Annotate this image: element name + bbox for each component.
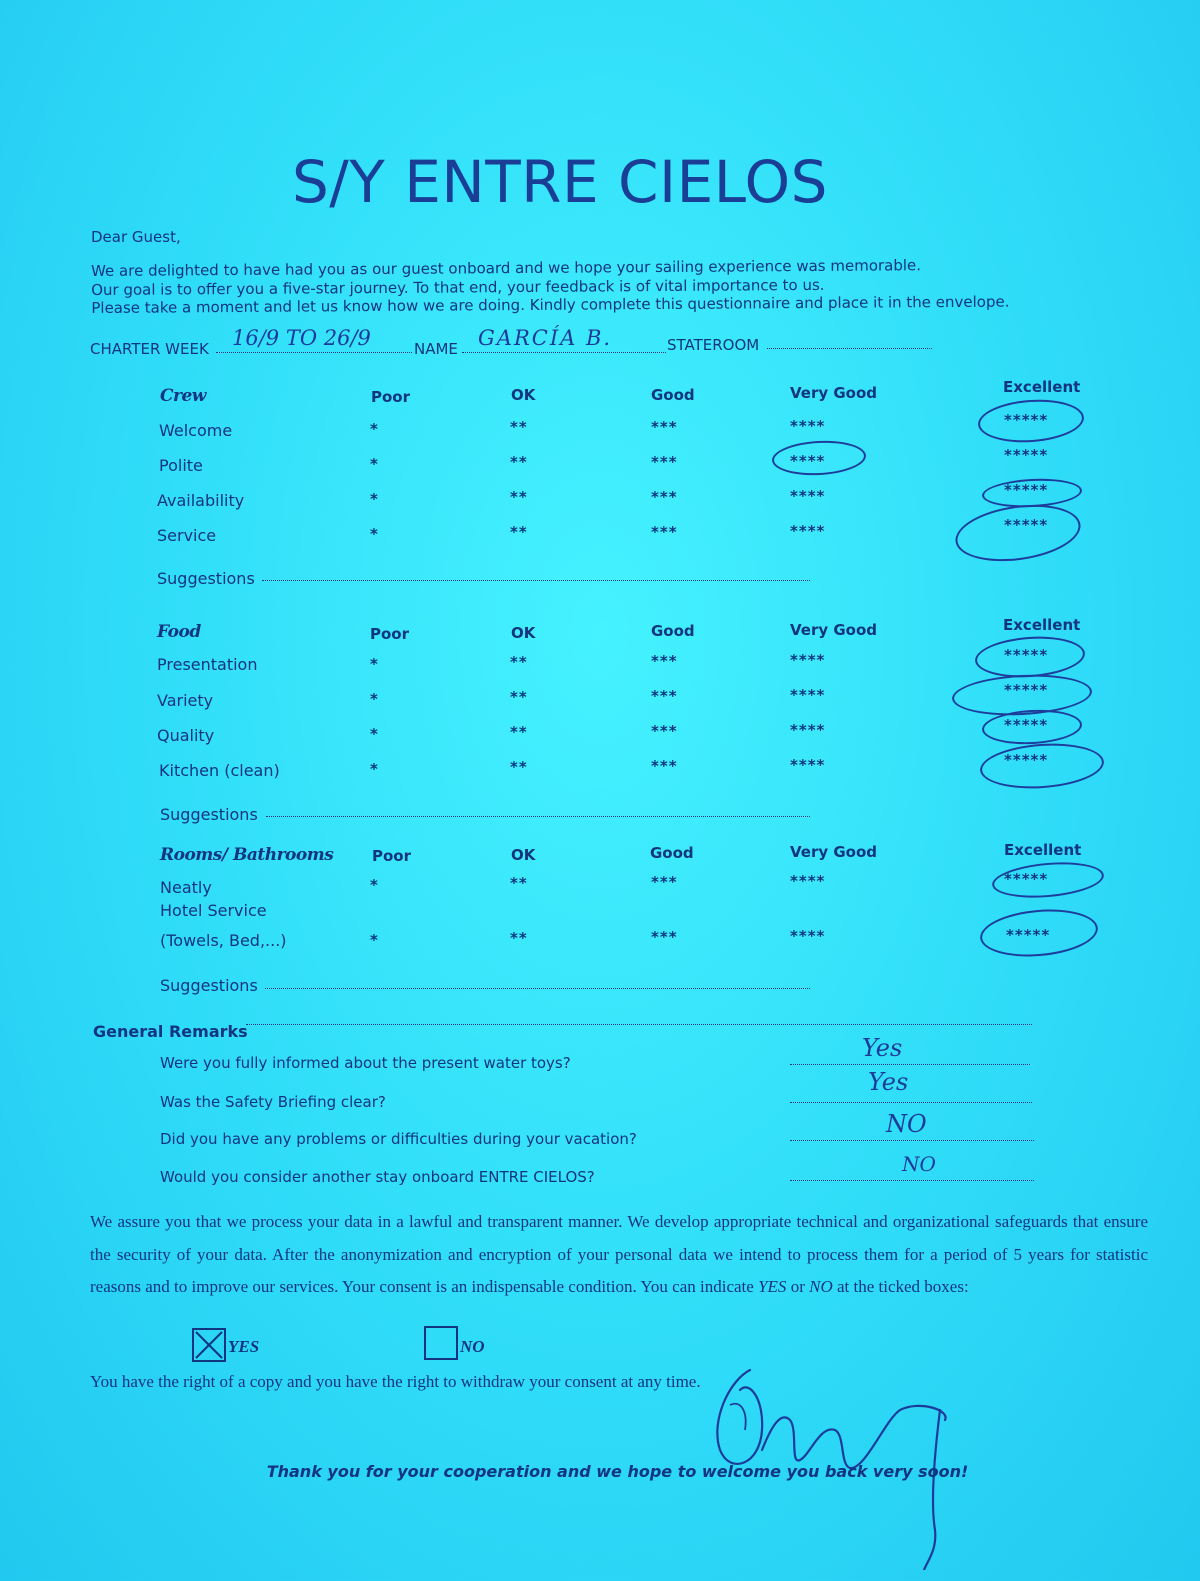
intro-text — [91, 255, 1091, 317]
crew-availability-rating-3[interactable]: *** — [651, 488, 678, 506]
crew-polite-rating-1[interactable]: * — [370, 455, 379, 473]
food-kitchen-rating-3[interactable]: *** — [651, 757, 678, 775]
rooms-hotel-service-label: Hotel Service — [160, 901, 267, 920]
remark-answer[interactable]: NO — [902, 1152, 936, 1176]
food-suggestions-field[interactable] — [266, 806, 810, 817]
stateroom-field[interactable] — [767, 348, 932, 349]
consent-yes-label: YES — [228, 1337, 260, 1356]
remark-question: Was the Safety Briefing clear? — [160, 1093, 386, 1111]
privacy-text-end: at the ticked boxes: — [836, 1277, 969, 1296]
food-variety-label: Variety — [157, 691, 214, 710]
remark-answer[interactable]: NO — [886, 1110, 927, 1138]
crew-availability-rating-5[interactable]: ***** — [1004, 481, 1049, 499]
consent-yes-checkbox[interactable] — [192, 1328, 226, 1362]
col-poor: Poor — [371, 388, 411, 406]
food-kitchen-rating-2[interactable]: ** — [510, 758, 528, 776]
crew-polite-rating-4[interactable]: **** — [790, 452, 826, 470]
selection-circle — [771, 439, 867, 478]
intro-line: Please take a moment and let us know how we are doing. Kindly complete this questionnaire and place it in the envelope. — [91, 292, 1010, 317]
col-excellent: Excellent — [1003, 378, 1081, 396]
page-title: S/Y ENTRE CIELOS — [291, 148, 829, 216]
privacy-text: We assure you that we process your data in a lawful and transparent manner. We develop appropriate technical and organizational safeguards that ensure the security of your data. After the anonymization and encryption of your personal data we intend to process them for a period of 5 years for statistic reasons and to improve our services. Your consent is an indispensable condition. You can indicate — [90, 1212, 1148, 1296]
food-quality-rating-5[interactable]: ***** — [1004, 716, 1049, 734]
remark-answer-line — [790, 1140, 1034, 1141]
selection-circle — [979, 740, 1106, 793]
section-title-rooms: Rooms/ Bathrooms — [160, 845, 334, 865]
crew-service-rating-3[interactable]: *** — [651, 523, 678, 541]
privacy-or-word: or — [790, 1277, 805, 1296]
col-good: Good — [651, 622, 695, 640]
food-suggestions-label: Suggestions — [160, 805, 258, 824]
food-variety-rating-5[interactable]: ***** — [1004, 681, 1049, 699]
selection-circle — [978, 905, 1100, 961]
crew-availability-label: Availability — [157, 491, 245, 510]
food-presentation-rating-3[interactable]: *** — [651, 652, 678, 670]
privacy-no-word: NO — [809, 1277, 833, 1296]
check-x-icon — [194, 1330, 224, 1360]
remark-question: Would you consider another stay onboard ENTRE CIELOS? — [160, 1168, 595, 1186]
food-quality-rating-2[interactable]: ** — [510, 723, 528, 741]
col-very-good: Very Good — [790, 843, 878, 861]
charter-week-line — [216, 352, 412, 353]
crew-welcome-rating-5[interactable]: ***** — [1004, 411, 1049, 429]
general-remarks-field[interactable] — [246, 1024, 1032, 1025]
crew-welcome-label: Welcome — [159, 421, 233, 440]
col-ok: OK — [511, 386, 536, 404]
name-label: NAME — [414, 340, 458, 358]
food-presentation-rating-2[interactable]: ** — [510, 653, 528, 671]
food-kitchen-label: Kitchen (clean) — [159, 761, 280, 780]
crew-polite-rating-5[interactable]: ***** — [1004, 446, 1049, 464]
remark-question: Did you have any problems or difficulties during your vacation? — [160, 1130, 637, 1148]
food-variety-rating-3[interactable]: *** — [651, 687, 678, 705]
crew-polite-rating-3[interactable]: *** — [651, 453, 678, 471]
crew-suggestions-label: Suggestions — [157, 569, 255, 588]
remark-answer-line — [790, 1102, 1032, 1103]
crew-service-label: Service — [157, 526, 217, 545]
food-presentation-rating-4[interactable]: **** — [790, 651, 826, 669]
remark-answer[interactable]: Yes — [868, 1068, 909, 1096]
name-line — [462, 352, 666, 353]
crew-polite-label: Polite — [159, 456, 203, 475]
crew-suggestions-field[interactable] — [262, 570, 810, 581]
food-quality-rating-4[interactable]: **** — [790, 721, 826, 739]
crew-welcome-rating-1[interactable]: * — [370, 420, 379, 438]
rooms-hotel-rating-5[interactable]: ***** — [1006, 926, 1051, 944]
col-poor: Poor — [372, 847, 412, 865]
rooms-neatly-label: Neatly — [160, 878, 212, 897]
col-ok: OK — [511, 624, 536, 642]
rooms-hotel-rating-4[interactable]: **** — [790, 927, 826, 945]
crew-service-rating-5[interactable]: ***** — [1004, 516, 1049, 534]
stateroom-label: STATEROOM — [667, 336, 760, 354]
food-kitchen-rating-4[interactable]: **** — [790, 756, 826, 774]
food-kitchen-rating-1[interactable]: * — [370, 760, 379, 778]
rooms-neatly-rating-5[interactable]: ***** — [1004, 870, 1049, 888]
privacy-paragraph — [90, 1206, 1148, 1304]
intro-line: Our goal is to offer you a five-star journey. To that end, your feedback is of vital importance to us. — [91, 275, 825, 299]
food-presentation-label: Presentation — [157, 655, 258, 674]
selection-circle — [974, 633, 1087, 681]
crew-service-rating-1[interactable]: * — [370, 525, 379, 543]
section-title-crew: Crew — [160, 386, 206, 406]
crew-welcome-rating-4[interactable]: **** — [790, 417, 826, 435]
col-good: Good — [651, 386, 695, 404]
remark-answer-line — [790, 1180, 1034, 1181]
rooms-suggestions-field[interactable] — [265, 978, 810, 989]
food-variety-rating-2[interactable]: ** — [510, 688, 528, 706]
food-variety-rating-1[interactable]: * — [370, 690, 379, 708]
food-quality-rating-1[interactable]: * — [370, 725, 379, 743]
crew-service-rating-4[interactable]: **** — [790, 522, 826, 540]
col-excellent: Excellent — [1004, 841, 1082, 859]
signature-icon — [690, 1350, 980, 1570]
section-title-food: Food — [157, 622, 201, 642]
food-kitchen-rating-5[interactable]: ***** — [1004, 751, 1049, 769]
food-presentation-rating-1[interactable]: * — [370, 655, 379, 673]
col-poor: Poor — [370, 625, 410, 643]
rooms-hotel-service-sublabel: (Towels, Bed,...) — [160, 931, 287, 950]
rooms-neatly-rating-2[interactable]: ** — [510, 874, 528, 892]
rights-text: You have the right of a copy and you have the right to withdraw your consent at any time. — [90, 1372, 701, 1391]
crew-availability-rating-1[interactable]: * — [370, 490, 379, 508]
crew-availability-rating-4[interactable]: **** — [790, 487, 826, 505]
food-presentation-rating-5[interactable]: ***** — [1004, 646, 1049, 664]
col-good: Good — [650, 844, 694, 862]
food-quality-label: Quality — [157, 726, 215, 745]
col-excellent: Excellent — [1003, 616, 1081, 634]
crew-welcome-rating-3[interactable]: *** — [651, 418, 678, 436]
rooms-suggestions-label: Suggestions — [160, 976, 258, 995]
name-field[interactable]: GARCÍA B. — [478, 326, 613, 350]
remark-answer-line — [790, 1064, 1030, 1065]
charter-week-label: CHARTER WEEK — [90, 340, 209, 358]
intro-line: We are delighted to have had you as our guest onboard and we hope your sailing experience was memorable. — [91, 256, 922, 280]
crew-availability-rating-2[interactable]: ** — [510, 488, 528, 506]
greeting: Dear Guest, — [91, 228, 181, 246]
rooms-hotel-rating-1[interactable]: * — [370, 931, 379, 949]
rooms-hotel-rating-2[interactable]: ** — [510, 929, 528, 947]
rooms-neatly-rating-3[interactable]: *** — [651, 873, 678, 891]
closing-message: Thank you for your cooperation and we hope to welcome you back very soon! — [266, 1462, 969, 1481]
crew-service-rating-2[interactable]: ** — [510, 523, 528, 541]
col-ok: OK — [511, 846, 536, 864]
crew-polite-rating-2[interactable]: ** — [510, 453, 528, 471]
food-variety-rating-4[interactable]: **** — [790, 686, 826, 704]
selection-circle — [991, 858, 1106, 902]
crew-welcome-rating-2[interactable]: ** — [510, 418, 528, 436]
remark-answer[interactable]: Yes — [862, 1034, 903, 1062]
selection-circle — [952, 497, 1084, 568]
col-very-good: Very Good — [790, 621, 878, 639]
remark-question: Were you fully informed about the present water toys? — [160, 1054, 571, 1072]
consent-no-checkbox[interactable] — [424, 1326, 458, 1360]
selection-circle — [977, 396, 1086, 445]
col-very-good: Very Good — [790, 384, 878, 402]
privacy-yes-word: YES — [758, 1277, 787, 1296]
rooms-neatly-rating-4[interactable]: **** — [790, 872, 826, 890]
food-quality-rating-3[interactable]: *** — [651, 722, 678, 740]
rooms-neatly-rating-1[interactable]: * — [370, 876, 379, 894]
general-remarks-label: General Remarks — [93, 1022, 248, 1041]
rooms-hotel-rating-3[interactable]: *** — [651, 928, 678, 946]
consent-no-label: NO — [460, 1337, 485, 1356]
charter-week-field[interactable]: 16/9 TO 26/9 — [232, 326, 371, 350]
